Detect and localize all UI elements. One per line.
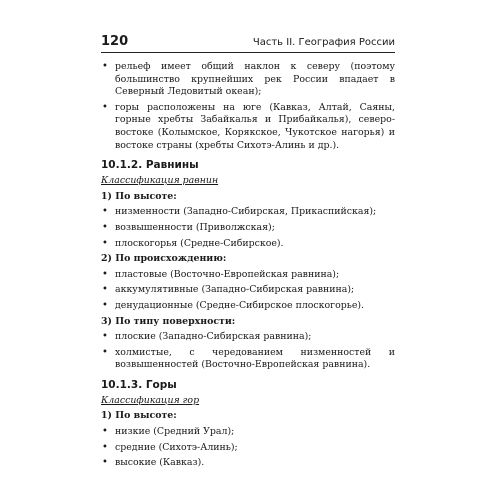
bullet-icon: • (102, 284, 108, 296)
list-item (101, 61, 395, 99)
list-item-text: низменности (Западно-Сибирская, Прикаспийская); (115, 206, 377, 218)
list-item (101, 284, 395, 297)
list-item (101, 300, 395, 313)
list-item (101, 206, 395, 219)
classification-title: Классификация равнин (101, 175, 219, 187)
criterion-title: 1) По высоте: (101, 190, 177, 202)
list-item (101, 331, 395, 344)
bullet-icon: • (102, 206, 108, 218)
running-title: Часть II. География России (252, 37, 395, 48)
list-item-text: плоскогорья (Средне-Сибирское). (115, 237, 284, 249)
bullet-icon: • (102, 331, 108, 343)
book-page (101, 33, 395, 473)
criterion-title: 2) По происхождению: (101, 253, 227, 265)
list-item-text: высокие (Кавказ). (115, 457, 205, 469)
page-content (101, 61, 395, 470)
list-item (101, 238, 395, 251)
list-item-text: аккумулятивные (Западно-Сибирская равнина); (115, 284, 355, 296)
section-mountains (101, 378, 395, 470)
section-heading: 10.1.3. Горы (101, 378, 177, 391)
list-item-text: рельеф имеет общий наклон к северу (поэтому большинство крупнейших рек России впадает в Северный Ледовитый океан); (115, 61, 395, 98)
list-item-text: денудационные (Средне-Сибирское плоскогорье). (115, 299, 365, 311)
bullet-icon: • (102, 441, 108, 453)
list-item-text: возвышенности (Приволжская); (115, 221, 275, 233)
bullet-icon: • (102, 299, 108, 311)
bullet-icon: • (102, 457, 108, 469)
list-item (101, 457, 395, 470)
section-heading: 10.1.2. Равнины (101, 159, 199, 172)
list-item (101, 222, 395, 235)
bullet-icon: • (102, 61, 108, 72)
list-item (101, 426, 395, 439)
list-item-text: низкие (Средний Урал); (115, 426, 235, 438)
section-plains (101, 158, 395, 372)
list-item-text: средние (Сихотэ-Алинь); (115, 441, 238, 453)
intro-list (101, 61, 395, 152)
bullet-icon: • (102, 237, 108, 249)
bullet-icon: • (102, 426, 108, 438)
list-item (101, 102, 395, 152)
criterion-title: 3) По типу поверхности: (101, 315, 236, 327)
classification-title: Классификация гор (101, 394, 200, 406)
list-item (101, 347, 395, 372)
bullet-icon: • (102, 346, 108, 358)
bullet-icon: • (102, 101, 108, 113)
list-item-text: плоские (Западно-Сибирская равнина); (115, 331, 312, 343)
list-item (101, 442, 395, 455)
page-number: 120 (101, 34, 129, 49)
page-header (101, 33, 395, 53)
list-item-text: холмистые, с чередованием низменностей и возвышенностей (Восточно-Европейская равнина). (115, 346, 395, 371)
list-item-text: горы расположены на юге (Кавказ, Алтай, Саяны, горные хребты Забайкалья и Прибайкалья), северо-востоке (Колымское, Корякское, Чукотское нагорья) и востоке страны (хребты Сихотэ-Алинь и др.). (115, 101, 395, 151)
bullet-icon: • (102, 268, 108, 280)
list-item-text: пластовые (Восточно-Европейская равнина); (115, 268, 340, 280)
list-item (101, 269, 395, 282)
criterion-title: 1) По высоте: (101, 410, 177, 422)
bullet-icon: • (102, 221, 108, 233)
